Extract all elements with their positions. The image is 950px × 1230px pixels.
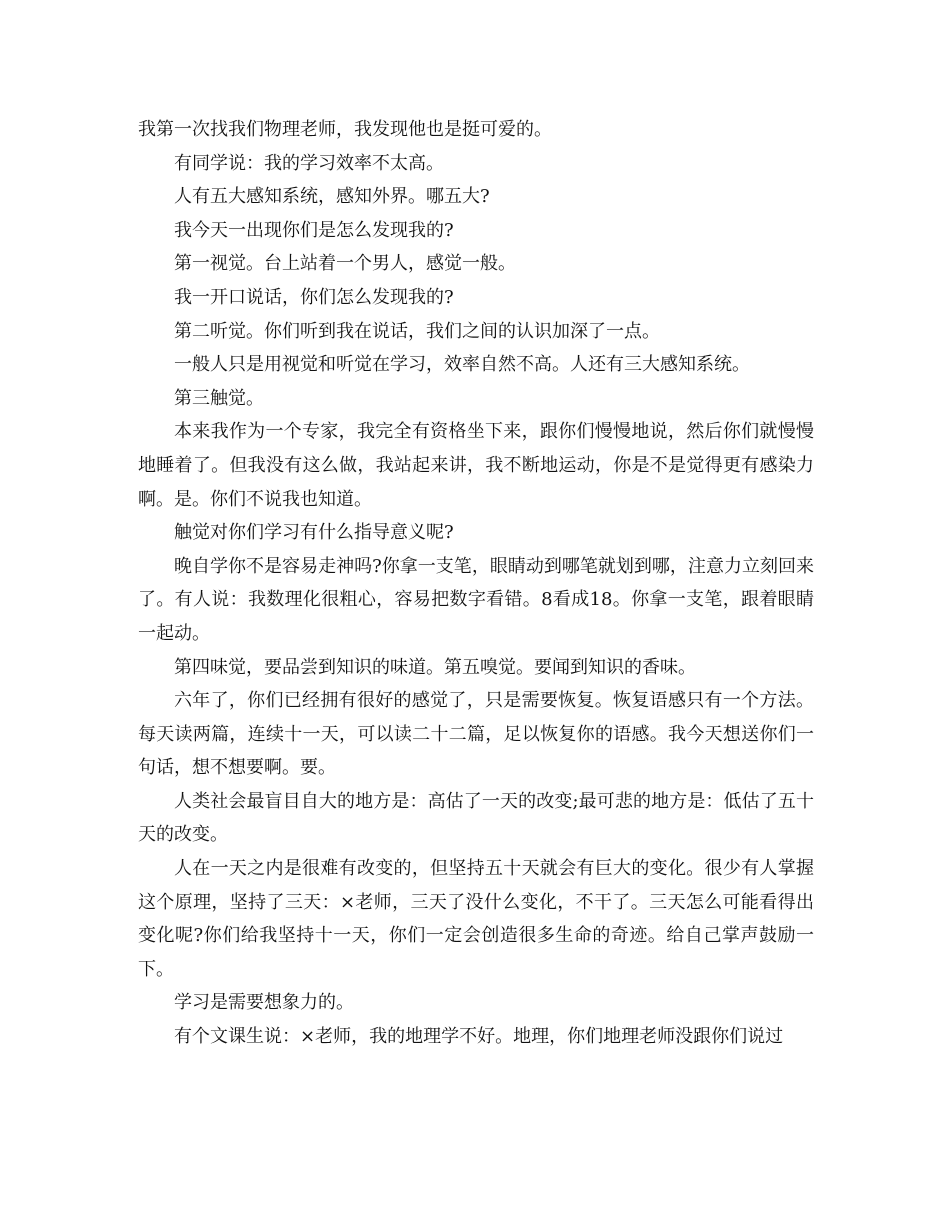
paragraph: 我今天一出现你们是怎么发现我的? [174, 219, 454, 241]
paragraph: 本来我作为一个专家，我完全有资格坐下来，跟你们慢慢地说，然后你们就慢慢地睡着了。但我没有这么做，我站起来讲，我不断地运动，你是不是觉得更有感染力啊。是。你们不说我也知道。 [138, 421, 814, 510]
paragraph: 六年了，你们已经拥有很好的感觉了，只是需要恢复。恢复语感只有一个方法。每天读两篇，连续十一天，可以读二十二篇，足以恢复你的语感。我今天想送你们一句话，想不想要啊。要。 [138, 690, 814, 779]
paragraph: 晚自学你不是容易走神吗?你拿一支笔，眼睛动到哪笔就划到哪，注意力立刻回来了。有人说：我数理化很粗心，容易把数字看错。8看成18。你拿一支笔，跟着眼睛一起动。 [138, 555, 814, 644]
paragraph: 人有五大感知系统，感知外界。哪五大? [174, 186, 490, 208]
paragraph: 第三触觉。 [174, 387, 264, 409]
paragraph: 第一视觉。台上站着一个男人，感觉一般。 [174, 253, 516, 275]
paragraph: 学习是需要想象力的。 [174, 992, 354, 1014]
paragraph: 有个文课生说：×老师，我的地理学不好。地理，你们地理老师没跟你们说过 [174, 1026, 784, 1048]
paragraph: 有同学说：我的学习效率不太高。 [174, 152, 444, 174]
paragraph: 人类社会最盲目自大的地方是：高估了一天的改变;最可悲的地方是：低估了五十天的改变。 [138, 790, 814, 846]
paragraph: 我一开口说话，你们怎么发现我的? [174, 286, 454, 308]
document-body [138, 113, 814, 1054]
paragraph: 人在一天之内是很难有改变的，但坚持五十天就会有巨大的变化。很少有人掌握这个原理，坚持了三天：×老师，三天了没什么变化，不干了。三天怎么可能看得出变化呢?你们给我坚持十一天，你们一定会创造很多生命的奇迹。给自己掌声鼓励一下。 [138, 858, 814, 980]
paragraph: 我第一次找我们物理老师，我发现他也是挺可爱的。 [138, 119, 552, 140]
paragraph: 一般人只是用视觉和听觉在学习，效率自然不高。人还有三大感知系统。 [174, 354, 750, 376]
paragraph: 第四味觉，要品尝到知识的味道。第五嗅觉。要闻到知识的香味。 [174, 656, 696, 678]
paragraph: 触觉对你们学习有什么指导意义呢? [174, 522, 454, 544]
paragraph: 第二听觉。你们听到我在说话，我们之间的认识加深了一点。 [174, 320, 660, 342]
